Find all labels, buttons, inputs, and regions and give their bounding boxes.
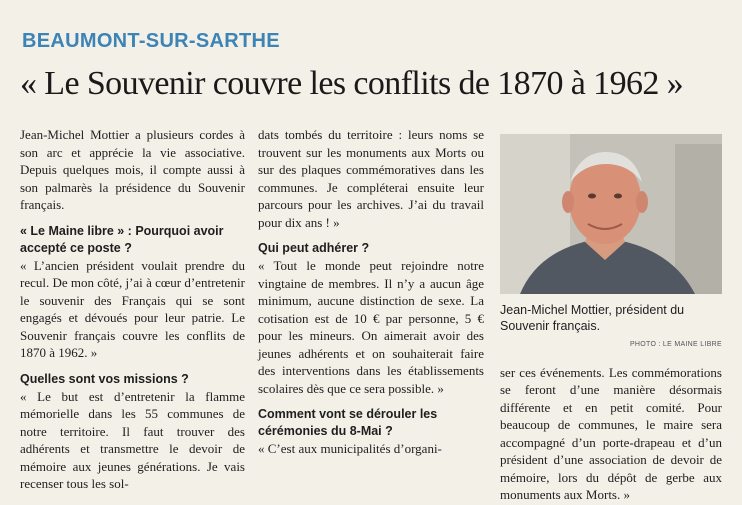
question-1: « Le Maine libre » : Pourquoi avoir accepté ce poste ? [20, 223, 224, 255]
answer-2: « Le but est d’entretenir la flamme mémorielle dans les 55 communes de notre territoire. Il faut trouver des adhérents et transmettre le devoir de mémoire aux jeunes générations. Je vais recenser tous les sol- [20, 388, 245, 491]
answer-2-continued: dats tombés du territoire : leurs noms se trouvent sur les monuments aux Morts ou sur des plaques commémoratives dans les communes. Je compléterai ensuite leur parcours pour les archives. J’ai du travail pour dix ans ! » [258, 127, 484, 230]
article-intro: Jean-Michel Mottier a plusieurs cordes à son arc et apprécie la vie associative. Depuis quelques mois, il compte aussi à son palmarès la présidence du Souvenir français. [20, 127, 245, 212]
article-column-2 [258, 126, 484, 458]
photo-credit: PHOTO : LE MAINE LIBRE [629, 341, 722, 348]
answer-3: « Tout le monde peut rejoindre notre vingtaine de membres. Il n’y a aucun âge minimum, aucune distinction de sexe. La cotisation est de 10 € par personne, 5 € pour les mineurs. On aimerait avoir des jeunes adhérents et on souhaiterait faire des interventions dans les établissements scolaires dès que ce sera possible. » [258, 258, 484, 396]
portrait-photo [500, 134, 722, 294]
question-2: Quelles sont vos missions ? [20, 371, 189, 386]
portrait-illustration [500, 134, 722, 294]
answer-4-continued: ser ces événements. Les commémorations se feront d’une manière désormais différente et en petit comité. Pour beaucoup de communes, le maire sera accompagné d’un porte-drapeau et d’un président d’une association de devoir de mémoire, lors du dépôt de gerbe aux monuments aux Morts. » [500, 364, 722, 502]
photo-caption: Jean-Michel Mottier, président du Souvenir français. [500, 303, 685, 333]
question-3: Qui peut adhérer ? [258, 241, 370, 255]
article-headline: « Le Souvenir couvre les conflits de 1870 à 1962 » [20, 65, 684, 102]
answer-4: « C’est aux municipalités d’organi- [258, 441, 442, 456]
question-4: Comment vont se dérouler les cérémonies du 8-Mai ? [258, 407, 438, 438]
answer-1: « L’ancien président voulait prendre du recul. De mon côté, j’ai à cœur d’entretenir le souvenir des Français qui se sont engagés et dévoués pour leur patrie. Le Souvenir français couvre les conflits de 1870 à 1962. » [20, 257, 245, 360]
article-kicker: BEAUMONT-SUR-SARTHE [22, 30, 280, 52]
article-column-3 [500, 134, 722, 504]
article-column-1 [20, 126, 245, 493]
